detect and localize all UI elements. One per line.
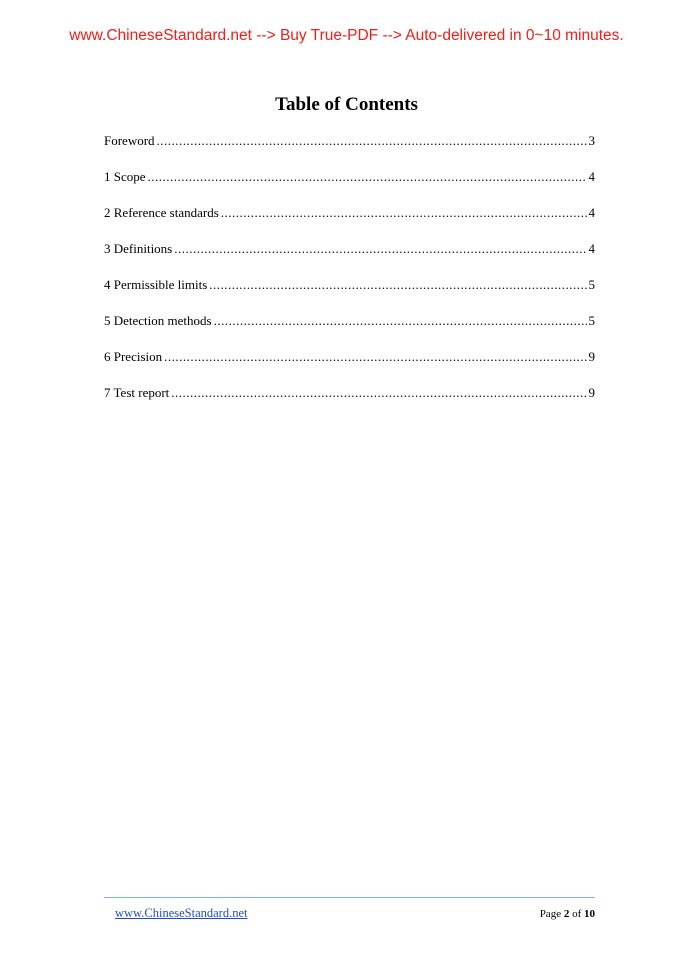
toc-entry-test-report[interactable] [104, 385, 595, 421]
page-total: 10 [584, 908, 595, 920]
toc-entry-label: 6 Precision [104, 349, 163, 364]
footer-site-link[interactable]: www.ChineseStandard.net [115, 906, 248, 920]
toc-entry-page: 5 [588, 277, 595, 292]
page-number [540, 908, 595, 920]
dot-leader [209, 277, 586, 293]
toc-entry-label: 5 Detection methods [104, 313, 212, 328]
toc-entry-label: 7 Test report [104, 385, 170, 400]
toc-entry-page: 4 [588, 205, 595, 220]
toc-entry-permissible-limits[interactable] [104, 277, 595, 313]
dot-leader [148, 169, 587, 185]
toc-entry-scope[interactable] [104, 169, 595, 205]
dot-leader [164, 349, 586, 365]
promo-banner-link[interactable]: www.ChineseStandard.net --> Buy True-PDF --> Auto-delivered in 0~10 minutes. [69, 27, 624, 44]
toc-entry-label: 4 Permissible limits [104, 277, 208, 292]
dot-leader [174, 241, 586, 257]
toc-entry-page: 4 [588, 169, 595, 184]
toc-entry-page: 4 [588, 241, 595, 256]
toc-entry-page: 5 [588, 313, 595, 328]
toc-entry-reference-standards[interactable] [104, 205, 595, 241]
toc-entry-label: Foreword [104, 133, 155, 148]
dot-leader [171, 385, 586, 401]
page-of: of [572, 908, 582, 920]
toc-entry-page: 3 [588, 133, 595, 148]
toc-title: Table of Contents [275, 94, 418, 115]
toc-entry-label: 3 Definitions [104, 241, 173, 256]
toc-entry-page: 9 [588, 385, 595, 400]
dot-leader [214, 313, 587, 329]
footer-divider [104, 897, 595, 898]
dot-leader [157, 133, 587, 149]
toc-entry-precision[interactable] [104, 349, 595, 385]
page-current: 2 [563, 908, 570, 920]
dot-leader [221, 205, 587, 221]
page-prefix: Page [539, 908, 562, 920]
toc-entry-definitions[interactable] [104, 241, 595, 277]
toc-entry-page: 9 [588, 349, 595, 364]
toc-entry-foreword[interactable] [104, 133, 595, 169]
toc-entry-detection-methods[interactable] [104, 313, 595, 349]
toc-entry-label: 1 Scope [104, 169, 146, 184]
toc-list [104, 133, 595, 421]
toc-entry-label: 2 Reference standards [104, 205, 219, 220]
